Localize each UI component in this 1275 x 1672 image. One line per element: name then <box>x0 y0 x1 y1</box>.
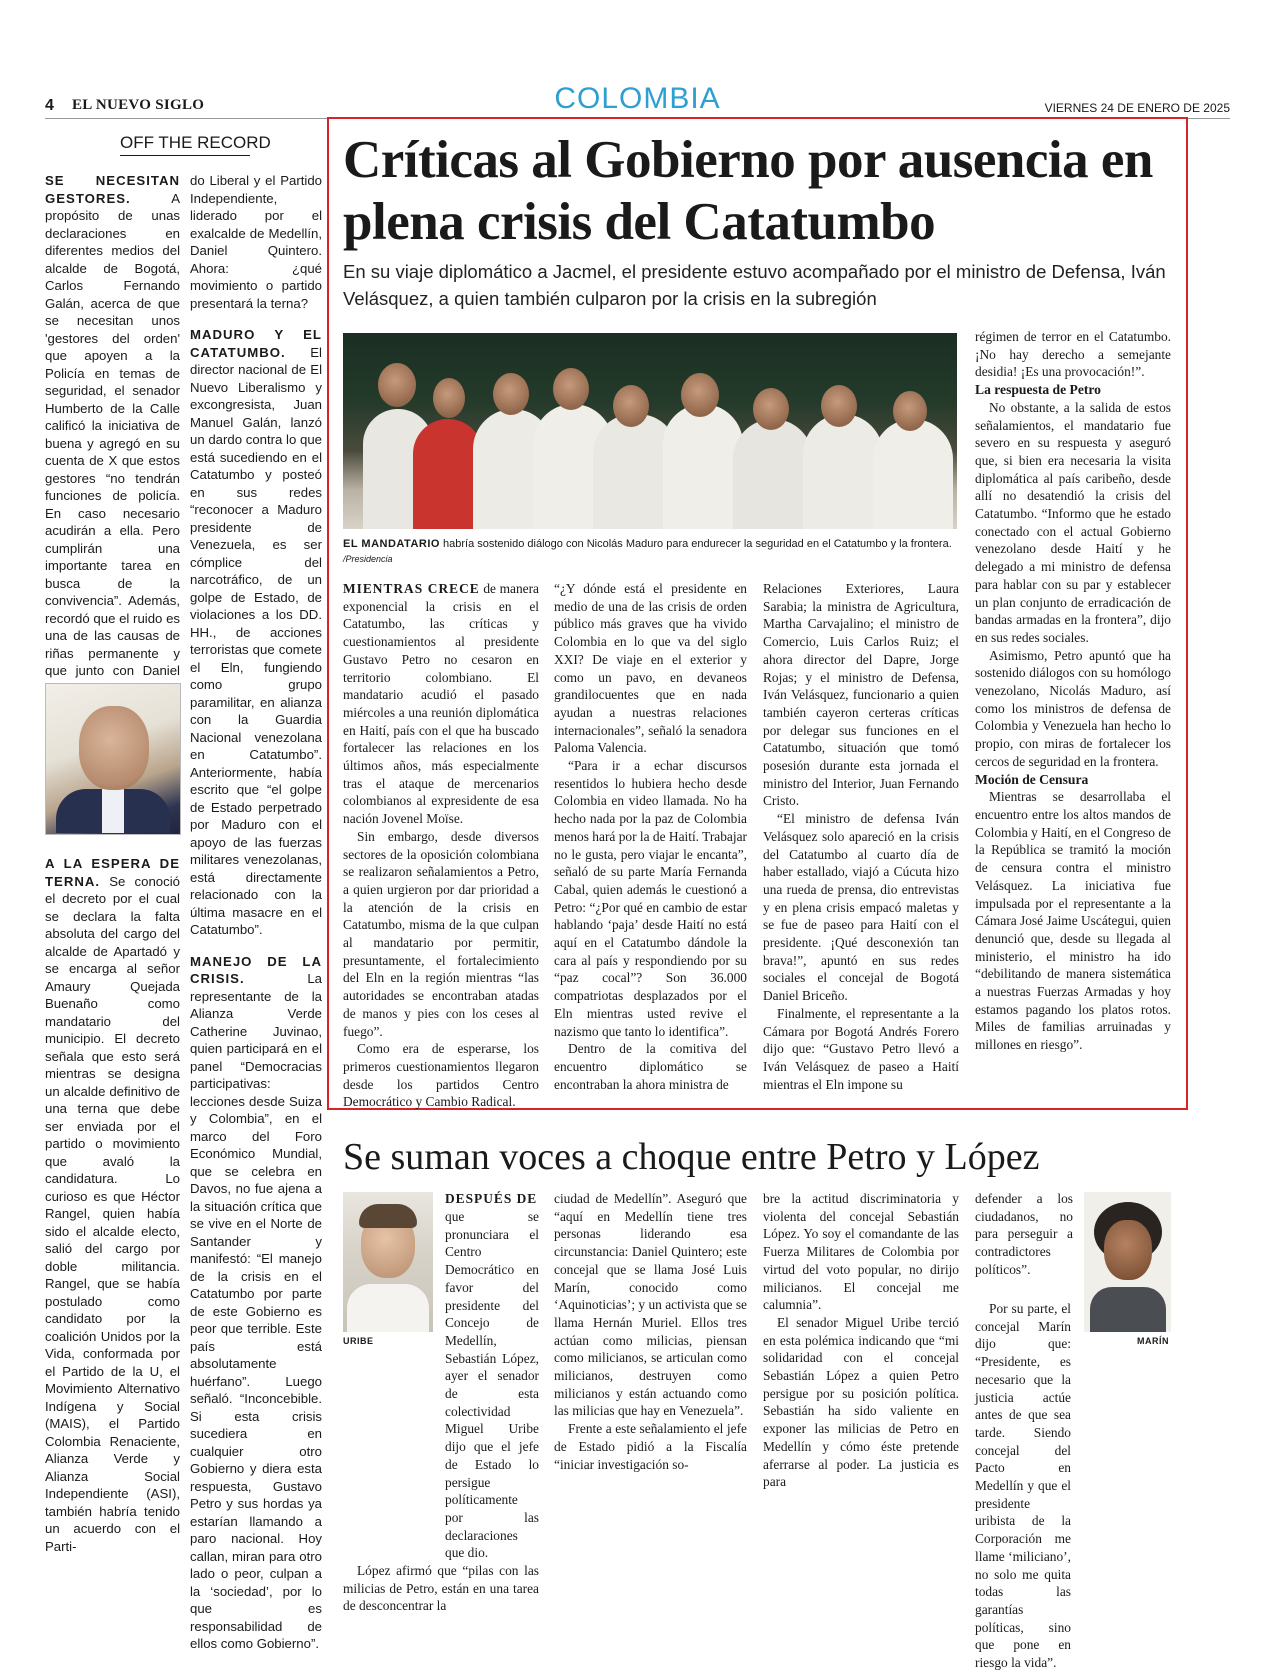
caption-credit: /Presidencia <box>343 554 393 564</box>
subhead: Moción de Censura <box>975 771 1089 787</box>
second-column-4 <box>975 1300 1171 1672</box>
issue-date: VIERNES 24 DE ENERO DE 2025 <box>1044 101 1230 115</box>
main-headline: Críticas al Gobierno por ausencia en plena crisis del Catatumbo <box>343 131 1153 251</box>
second-column-4-top <box>975 1190 1073 1279</box>
second-column-3 <box>763 1190 959 1491</box>
caption-text: habría sostenido diálogo con Nicolás Maduro para endurecer la seguridad en el Catatumbo y la frontera. <box>443 538 952 550</box>
subhead: La respuesta de Petro <box>975 382 1101 398</box>
item-text: La representante de la Alianza Verde Catherine Juvinao, quien participará en el panel “Democracias participativas: lecciones desde Suiza y Colombia”, en el marco del Foro Económico Mundial, que se celebra en Davos, no fue ajena a la situación crítica que se vive en el Norte de Santander y manifestó: “El manejo de la crisis en el Catatumbo por parte de este Gobierno es peor que terrible. Este país está absolutamente huérfano”. Luego señaló. “Inconcebible. Si esta crisis sucediera en cualquier otro Gobierno y diera esta respuesta, Gustavo Petro y sus hordas ya estarían llamando a paro nacional. Hoy callan, miran para otro lado o peor, culpan a la ‘sociedad’, por lo que es responsabilidad de ellos como Gobierno”. <box>190 971 322 1651</box>
paragraph: Sin embargo, desde diversos sectores de la oposición colombiana se realizaron señalamientos a Petro, a quien urgieron por dar prioridad a la atención de la crisis en Catatumbo, misma de la que culpan al mandatario por permitir, presuntamente, el fortalecimiento del Eln en la región mientras “las autoridades se encontraban atadas de manos y pies con los ceses al fuego”. <box>343 828 539 1039</box>
article-lead: DESPUÉS DE <box>445 1191 538 1206</box>
paragraph: “Para ir a echar discursos resentidos lo hubiera hecho desde Colombia en video llamada. No ha hecho nada por la paz de Colombia menos hará por la de Haití. Trabajar no le gusta, pero viajar le encanta”, señaló de su parte María Fernanda Cabal, quien además le cuestionó a Petro: “¿Por qué en cambio de estar hablando ‘paja’ desde Haití no está aquí en el Catatumbo dándole la cara al país y respondiendo por su “paz cocal”? Son 36.000 compatriotas desplazados por el Eln mientras usted revive el nazismo que tanto lo identifica”. <box>554 758 747 1039</box>
off-the-record-rule <box>120 155 250 156</box>
item-text: Se conoció el decreto por el cual se declara la falta absoluta del cargo del alcalde de Apartadó y se encarga al señor Amaury Quejada Buenaño como mandatario del municipio. El decreto señala que esto será mientras se designa un alcalde definitivo de una terna que debe ser enviada por el partido o movimiento que avaló la candidatura. Lo curioso es que Héctor Rangel, quien había sido el alcalde electo, salió del cargo por doble militancia. Rangel, que se había postulado como candidato por la coalición Unidos por la Vida, conformada por el Partido de la U, el Movimiento Alternativo Indígena y Social (MAIS), el Partido Colombia Renaciente, Alianza Verde y Alianza Social Independiente (ASI), también habría tenido un acuerdo con el Parti- <box>45 873 180 1554</box>
paragraph: Relaciones Exteriores, Laura Sarabia; la ministra de Agricultura, Martha Carvajalino; el ministro de Comercio, Luis Carlos Ruiz; el ahora director del Dapre, Jorge Rojas; y el ministro de Defensa, Iván Velásquez, funcionario a quien también cayeron certeras críticas por delegar sus funciones en el Catatumbo, situación que tomó posesión durante esta jornada el ministro del Interior, Juan Fernando Cristo. <box>763 581 959 809</box>
photo-label-uribe: URIBE <box>343 1336 374 1346</box>
item-text: A propósito de unas declaraciones en diferentes medios del alcalde de Bogotá, Carlos Fernando Galán, acerca de que se necesitan unos 'gestores del orden' que apoyen a la Policía en temas de seguridad, el senador Humberto de la Calle calificó la iniciativa de buena y agregó en su cuenta de X que estos gestores “no tendrán funciones de policía. En caso necesario acudirán a ella. Pero cumplirán una importante tarea en busca de la convivencia”. Además, recordó que el ruido es una de las causas de riñas permanente y que junto con Daniel <box>45 190 180 678</box>
paragraph: López afirmó que “pilas con las milicias de Petro, están en una tarea de desconcentrar la <box>343 1563 539 1614</box>
paragraph: Asimismo, Petro apuntó que ha sostenido diálogos con su homólogo venezolano, Nicolás Maduro, así como los ministros de defensa de Colombia y Venezuela han hecho lo propio, con miras de fortalecer los cercos de seguridad en la frontera. <box>975 647 1171 769</box>
paragraph: Finalmente, el representante a la Cámara por Bogotá Andrés Forero dijo que: “Gustavo Petro llevó a Iván Velásquez de paseo a Haití mientras el Eln impone su <box>763 1005 959 1092</box>
photo-humberto-de-la-calle <box>45 683 181 835</box>
paragraph: Dentro de la comitiva del encuentro diplomático se encontraban la ahora ministra de <box>554 1041 747 1092</box>
paragraph: “El ministro de defensa Iván Velásquez solo apareció en la crisis del Catatumbo al cuarto día de haber estallado, viajó a Cúcuta hizo una rueda de prensa, dio entrevistas y en plena crisis empacó maletas y se fue de paseo para Haití con el presidente. ¡Qué desconexión tan brava!”, apuntó en sus redes sociales el concejal de Bogotá Daniel Briceño. <box>763 811 959 1004</box>
paragraph: Como era de esperarse, los primeros cuestionamientos llegaron desde los partidos Centro Democrático y Cambio Radical. <box>343 1041 539 1110</box>
item-lead: A LA ESPERA DE TERNA. <box>45 856 180 889</box>
second-headline: Se suman voces a choque entre Petro y López <box>343 1136 1040 1178</box>
off-the-record-column-2 <box>190 172 322 1653</box>
photo-label-marin: MARÍN <box>1137 1336 1169 1346</box>
paragraph: ciudad de Medellín”. Aseguró que “aquí en Medellín tiene tres personas liderando esa circunstancia: Daniel Quintero; este concejal que se llama José Luis Marín, conocido como ‘Aquinoticias’; y un activista que se llama Hernán Muriel. Ellos tres actúan como milicias, piensan como milicianos, se articulan como milicianos, destruyen como milicianos y están actuando como las milicias que hay en Venezuela”. <box>554 1191 748 1419</box>
item-lead: MANEJO DE LA CRISIS. <box>190 953 322 986</box>
item-lead: SE NECESITAN GESTORES. <box>45 173 180 206</box>
paragraph: defender a los ciudadanos, no para perseguir a contradictores políticos”. <box>975 1191 1073 1277</box>
paragraph: bre la actitud discriminatoria y violenta del concejal Sebastián López. Yo soy el comandante de las Fuerza Militares de Colombia por virtud del voto popular, no dirijo milicianos. El concejal me calumnia”. <box>763 1191 959 1313</box>
photo-caption <box>343 537 957 567</box>
second-column-1-top <box>445 1190 540 1208</box>
main-column-1 <box>343 580 539 1111</box>
item-continuation: do Liberal y el Partido Independiente, liderado por el exalcalde de Medellín, Daniel Quintero. Ahora: ¿qué movimiento o partido presentará la terna? <box>190 173 322 311</box>
page-number: 4 <box>45 97 54 114</box>
off-the-record-column-1 <box>45 172 180 715</box>
item-lead: MADURO Y EL CATATUMBO. <box>190 327 322 360</box>
off-the-record-column-1b <box>45 855 180 1555</box>
paragraph: “¿Y dónde está el presidente en medio de una de las crisis de orden público más graves que ha vivido Colombia en lo que va del siglo XXI? De viaje en el exterior y como un pavo, en devaneos grandilocuentes que en nada ayudan a nuestras relaciones internacionales”, señaló la senadora Paloma Valencia. <box>554 581 747 756</box>
second-column-2 <box>554 1190 747 1473</box>
paragraph: Frente a este señalamiento el jefe de Estado pidió a la Fiscalía “iniciar investigación so- <box>554 1421 747 1472</box>
photo-jose-luis-marin <box>1084 1192 1171 1332</box>
second-column-1 <box>343 1208 539 1615</box>
paragraph: No obstante, a la salida de estos señalamientos, el mandatario fue severo en su respuesta y aseguró que, si bien era necesaria la visita diplomática al país caribeño, desde allí no desatendió la crisis del Catatumbo. “Informo que he estado conectado con el actual Gobierno venezolano desde Haití y he delegado a mi ministro de defensa para hablar con su par y establecer un plan conjunto de erradicación de bandas armadas en la frontera”, dijo en sus redes sociales. <box>975 399 1171 645</box>
item-text: El director nacional de El Nuevo Liberalismo y excongresista, Juan Manuel Galán, lanzó un dardo contra lo que está sucediendo en el Catatumbo y posteó en sus redes “reconocer a Maduro presidente de Venezuela, es ser cómplice del narcotráfico, de un golpe de Estado, de violaciones a los DD. HH., de acciones terroristas que comete el Eln, fungiendo como grupo paramilitar, en alianza con la Guardia Nacional venezolana en Catatumbo”. Anteriormente, había escrito que “el golpe de Estado perpetrado por Maduro con el apoyo de las fuerzas militares venezolanas, está directamente relacionado con la última masacre en el Catatumbo”. <box>190 344 322 937</box>
article-lead: MIENTRAS CRECE <box>343 581 480 596</box>
main-column-2 <box>554 580 747 1093</box>
section-title: COLOMBIA <box>554 82 721 115</box>
paragraph: Por su parte, el concejal Marín dijo que: “Presidente, es necesario que la justicia actúe antes de que sea tarde. Siendo concejal del Pacto en Medellín y que el presidente uribista de la Corporación me llame ‘miliciano’, no solo me quita todas las garantías políticas, sino que pone en riesgo la vida”. <box>975 1301 1071 1671</box>
paragraph: régimen de terror en el Catatumbo. ¡No hay derecho a semejante desidia! ¡Es una provocación!”. <box>975 329 1171 380</box>
paragraph: de manera exponencial la crisis en el Catatumbo, las críticas y cuestionamientos al presidente Gustavo Petro no cesaron en territorio colombiano. El mandatario acudió el pasado miércoles a una reunión diplomática en Haití, país con el que ha buscado fortalecer las relaciones en los últimos años, más especialmente tras el ataque de mercenarios colombianos al expresidente de esa nación Jovenel Moïse. <box>343 581 539 827</box>
main-column-4 <box>975 328 1171 1054</box>
main-photo <box>343 333 957 529</box>
paragraph: Mientras se desarrollaba el encuentro entre los altos mandos de Colombia y Haití, en el Congreso de la República se tramitó la moción de censura contra el ministro Velásquez. La iniciativa fue impulsada por el representante a la Cámara José Jaime Uscátegui, quien denunció que, desde su llegada al ministerio, el ministro ha ido “debilitando de manera sistemática a nuestras Fuerzas Armadas y hoy estamos pagando los platos rotos. Miles de familias arruinadas y millones en riesgo”. <box>975 789 1171 1053</box>
main-deck: En su viaje diplomático a Jacmel, el presidente estuvo acompañado por el ministro de Defensa, Iván Velásquez, a quien también culparon por la crisis en la subregión <box>343 261 1166 309</box>
caption-lead: EL MANDATARIO <box>343 538 440 550</box>
paragraph: El senador Miguel Uribe terció en esta polémica indicando que “mi solidaridad con el concejal Sebastián López a quien Petro persigue por su posición política. Sebastián ha sido valiente en exponer las milicias de Petro en Medellín y cómo éste pretende aferrarse al poder. La justicia es para <box>763 1314 959 1490</box>
off-the-record-title: OFF THE RECORD <box>120 133 271 152</box>
paragraph: que se pronunciara el Centro Democrático en favor del presidente del Concejo de Medellín, Sebastián López, ayer el senador de esta colectividad Miguel Uribe dijo que el jefe de Estado lo persigue políticamente por las declaraciones que dio. <box>445 1209 539 1561</box>
newspaper-name: EL NUEVO SIGLO <box>72 97 205 113</box>
main-column-3 <box>763 580 959 1093</box>
